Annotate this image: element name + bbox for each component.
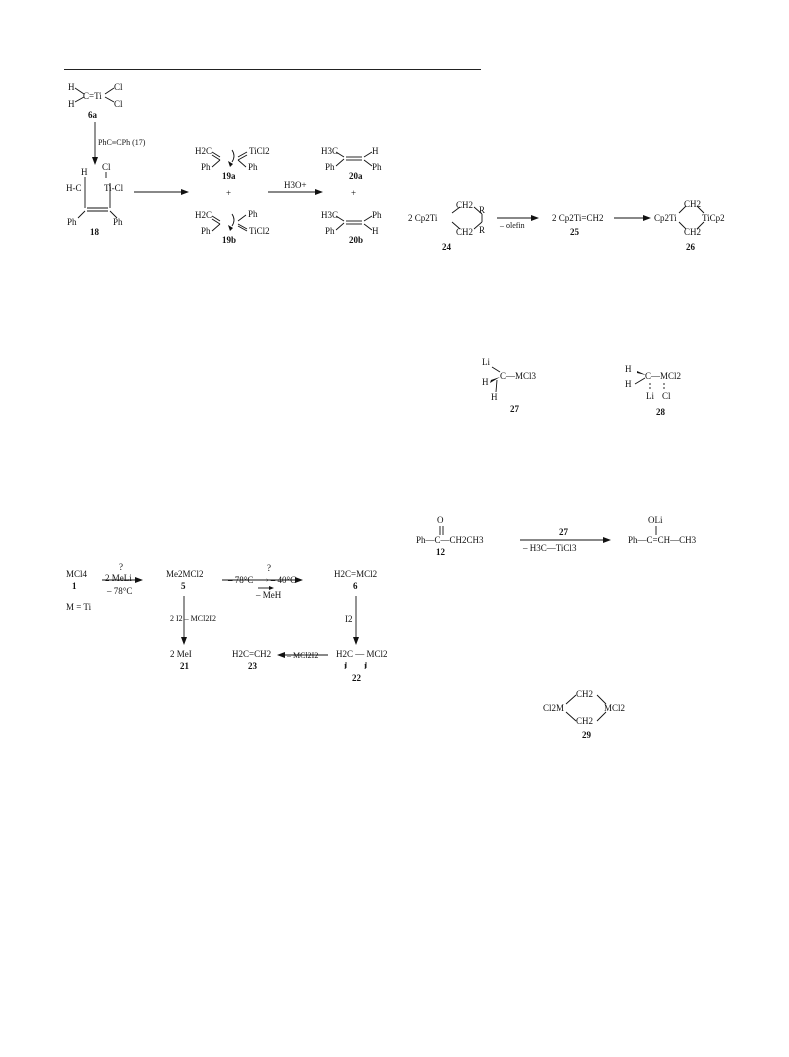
c22-i1: I	[344, 663, 347, 671]
c26-label: 26	[686, 242, 695, 252]
c29-left: Cl2M	[543, 703, 565, 713]
c12-label: 12	[436, 547, 445, 557]
c5-label: 5	[181, 581, 186, 591]
c22-i2: I	[364, 663, 367, 671]
c29-ch2-top: CH2	[576, 689, 594, 699]
c18-cl-top: Cl	[102, 162, 111, 172]
c20a-h3c: H3C	[321, 146, 339, 156]
reagent-17: PhC≡CPh (17)	[98, 138, 146, 147]
c19b-label: 19b	[222, 235, 237, 245]
c19a-h2c: H2C	[195, 146, 213, 156]
r1-mid: 2 MeLi	[105, 573, 132, 583]
c28-h2: H	[625, 379, 632, 389]
r2-top: ?	[267, 563, 271, 573]
c1-m: M = Ti	[66, 602, 92, 612]
c19b-ticl2: TiCl2	[249, 226, 270, 236]
c26-ch2-bot: CH2	[684, 227, 702, 237]
c29-label: 29	[582, 730, 591, 740]
c26-right: TiCp2	[702, 213, 725, 223]
r-down6: I2	[345, 614, 353, 624]
c18-h-top: H	[81, 167, 88, 177]
c20b-h3c: H3C	[321, 210, 339, 220]
c18-label: 18	[90, 227, 99, 237]
r2-bot: – MeH	[256, 590, 282, 600]
plus-2: +	[351, 188, 357, 198]
c19a-ticl2: TiCl2	[249, 146, 270, 156]
c27-h1: H	[482, 377, 489, 387]
c20b-h: H	[372, 226, 379, 236]
c29-right: MCl2	[604, 703, 626, 713]
r2-temp: – 78°C ⟶ – 40°C	[228, 575, 297, 585]
c18-ph2: Ph	[113, 217, 123, 227]
c28-li: Li	[646, 391, 654, 401]
r-left22: – MCl2I2	[287, 651, 319, 660]
c24-r1: R	[479, 205, 486, 215]
c19a-ph2: Ph	[248, 162, 258, 172]
c21-text: 2 MeI	[170, 649, 192, 659]
c6a-cl2: Cl	[114, 99, 123, 109]
c20a-h: H	[372, 146, 379, 156]
c24-label: 24	[442, 242, 451, 252]
c5-text: Me2MCl2	[166, 569, 204, 579]
c12-o: O	[437, 515, 444, 525]
c6-text: H2C=MCl2	[334, 569, 378, 579]
c27-h2: H	[491, 392, 498, 402]
c26-left: Cp2Ti	[654, 213, 677, 223]
c1-text: MCl4	[66, 569, 88, 579]
c19b-h2c: H2C	[195, 210, 213, 220]
c28-mcl2: C—MCl2	[645, 371, 682, 381]
r-down5: 2 I2 – MCl2I2	[170, 614, 216, 623]
c26-ch2-top: CH2	[684, 199, 702, 209]
c19a-ph1: Ph	[201, 162, 211, 172]
c18-ti: Ti-Cl	[104, 183, 124, 193]
product-text: Ph—C=CH—CH3	[628, 535, 697, 545]
c18-ph1: Ph	[67, 217, 77, 227]
c6a-core: C=Ti	[83, 91, 102, 101]
c1-label: 1	[72, 581, 77, 591]
c24-r2: R	[479, 225, 486, 235]
reagent-h3o: H3O+	[284, 180, 307, 190]
c22-text: H2C — MCl2	[336, 649, 388, 659]
c25-label: 25	[570, 227, 579, 237]
c20a-ph2: Ph	[372, 162, 382, 172]
c28-h1: H	[625, 364, 632, 374]
c6a-h1: H	[68, 82, 75, 92]
c6-label: 6	[353, 581, 358, 591]
c21-label: 21	[180, 661, 189, 671]
c28-label: 28	[656, 407, 665, 417]
c20a-ph1: Ph	[325, 162, 335, 172]
c27-label: 27	[510, 404, 519, 414]
c27-li: Li	[482, 357, 490, 367]
c6a-h2: H	[68, 99, 75, 109]
c23-label: 23	[248, 661, 257, 671]
c12-text: Ph—C—CH2CH3	[416, 535, 484, 545]
c20b-ph-top: Ph	[372, 210, 382, 220]
c19b-ph: Ph	[201, 226, 211, 236]
reagent-27: 27	[559, 527, 568, 537]
r1-bot: – 78°C	[107, 586, 133, 596]
c22-label: 22	[352, 673, 361, 683]
plus-1: +	[226, 188, 232, 198]
c6a-label: 6a	[88, 110, 97, 120]
minus-olefin: – olefin	[500, 221, 525, 230]
c18-hc: H-C	[66, 183, 82, 193]
c29-ch2-bot: CH2	[576, 716, 594, 726]
c20b-ph: Ph	[325, 226, 335, 236]
c25-text: 2 Cp2Ti=CH2	[552, 213, 604, 223]
c19a-label: 19a	[222, 171, 236, 181]
c27-mcl3: C—MCl3	[500, 371, 537, 381]
c28-cl: Cl	[662, 391, 671, 401]
r1-top: ?	[119, 562, 123, 572]
c20b-label: 20b	[349, 235, 364, 245]
c24-ch2-bot: CH2	[456, 227, 474, 237]
byproduct: – H3C—TiCl3	[523, 543, 577, 553]
product-oli: OLi	[648, 515, 663, 525]
c23-text: H2C=CH2	[232, 649, 272, 659]
c24-ch2-top: CH2	[456, 200, 474, 210]
c20a-label: 20a	[349, 171, 363, 181]
c6a-cl1: Cl	[114, 82, 123, 92]
c19b-ph-top: Ph	[248, 209, 258, 219]
c24-text: 2 Cp2Ti	[408, 213, 438, 223]
